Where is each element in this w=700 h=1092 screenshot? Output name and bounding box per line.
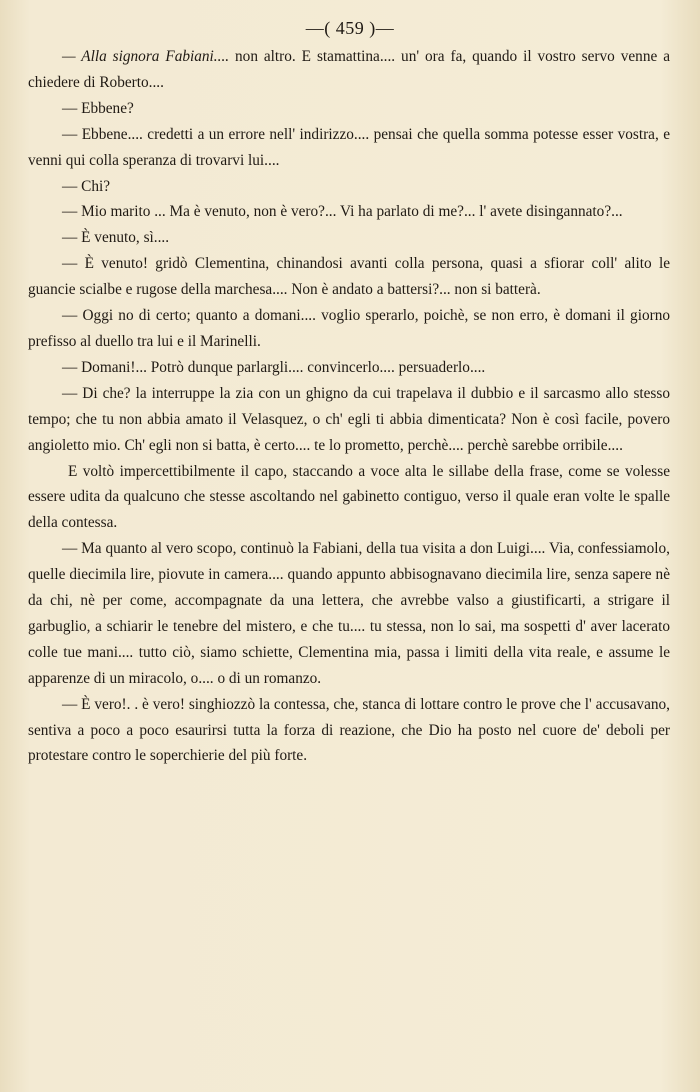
paragraph-1 (28, 44, 670, 96)
paragraph-4: — Chi? (62, 177, 111, 195)
paragraph-7: — È venuto! gridò Clementina, chinandosi avanti colla persona, quasi a sfiorar coll' alito le guancie scialbe e rugose della marchesa.... Non è andato a battersi?... non si batterà. (28, 255, 670, 299)
paragraph-2: — Ebbene? (62, 99, 134, 117)
paragraph-9: — Domani!... Potrò dunque parlargli.... convincerlo.... persuaderlo.... (62, 358, 486, 376)
paragraph-8: — Oggi no di certo; quanto a domani.... voglio sperarlo, poichè, se non erro, è domani il giorno prefisso al duello tra lui e il Marinelli. (28, 307, 670, 350)
paragraph-6: — È venuto, sì.... (62, 229, 170, 247)
paragraph-3: — Ebbene.... credetti a un errore nell' indirizzo.... pensai che quella somma potesse esser vostra, e venni qui colla speranza di trovarvi lui.... (28, 125, 670, 169)
paragraph-1-italic: — Alla signora Fabiani.... (62, 48, 230, 65)
paragraph-13: — È vero!. . è vero! singhiozzò la contessa, che, stanca di lottare contro le prove che l' accusavano, sentiva a poco a poco esaurirsi tutta la forza di reazione, che Dio ha posto nel cuore de' deboli per protestare contro le soperchierie del più forte. (28, 695, 670, 765)
paragraph-12: — Ma quanto al vero scopo, continuò la Fabiani, della tua visita a don Luigi.... Via, confessiamolo, quelle diecimila lire, piovute in camera.... quando appunto abbisognavano diecimila lire, senza sapere nè da chi, nè per come, accompagnate da una lettera, che avrebbe valso a giustificarti, a strigare il garbuglio, a schiarir le tenebre del mistero, e che tu.... tu stessa, non lo sai, ma sospetti d' aver lacerato colle tue mani.... tutto ciò, siamo schiette, Clementina mia, passa i limiti della vita reale, e assume le apparenze di un miracolo, o.... o di un romanzo. (28, 540, 670, 687)
body-text (28, 44, 670, 769)
paragraph-5: — Mio marito ... Ma è venuto, non è vero?... Vi ha parlato di me?... l' avete disingannato?... (62, 203, 623, 221)
paragraph-10: — Di che? la interruppe la zia con un ghigno da cui trapelava il dubbio e il sarcasmo allo stesso tempo; che tu non abbia amato il Velasquez, o ch' egli ti abbia dimenticata? Non è così facile, povero angioletto mio. Ch' egli non si batta, è certo.... te lo prometto, perchè.... perchè sarebbe orribile.... (28, 384, 670, 454)
paragraph-1-text: non altro. E stamattina.... un' ora fa, quando il vostro servo venne a chiedere di Roberto.... (28, 48, 670, 91)
paragraph-11: E voltò impercettibilmente il capo, staccando a voce alta le sillabe della frase, come se volesse essere udita da qualcuno che stesse ascoltando nel gabinetto contiguo, verso il quale eran volte le spalle della contessa. (28, 462, 670, 532)
page-number: —( 459 )— (305, 18, 395, 38)
